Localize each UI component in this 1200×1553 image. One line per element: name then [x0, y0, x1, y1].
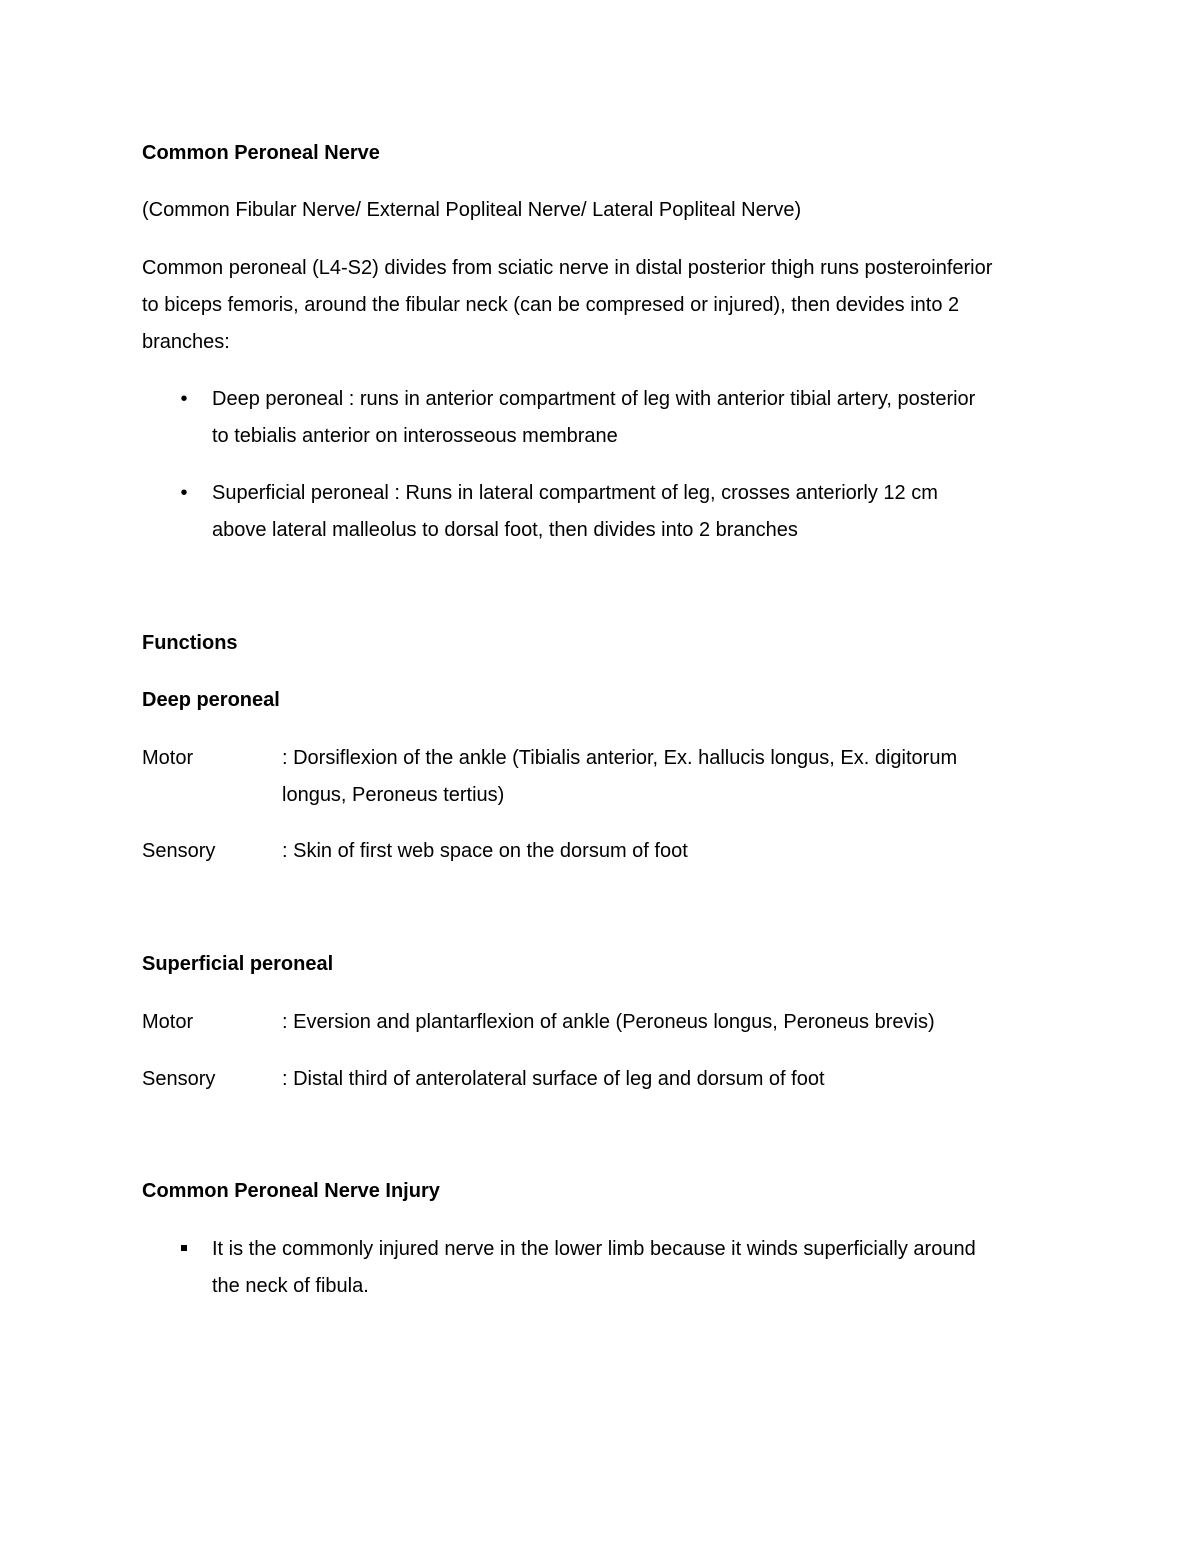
motor-value-line: longus, Peroneus tertius): [282, 784, 505, 806]
motor-value: : Eversion and plantarflexion of ankle (Peroneus longus, Peroneus brevis): [282, 1011, 935, 1033]
bullet-icon: •: [180, 388, 188, 410]
intro-line: Common peroneal (L4-S2) divides from sciatic nerve in distal posterior thigh runs posteroinferior: [142, 257, 993, 279]
intro-line: to biceps femoris, around the fibular neck (can be compresed or injured), then devides into 2: [142, 294, 960, 316]
sensory-value: : Skin of first web space on the dorsum of foot: [282, 840, 688, 862]
sensory-label: Sensory: [142, 1068, 216, 1090]
square-bullet-icon: [178, 1231, 190, 1268]
branch-line: to tebialis anterior on interosseous membrane: [212, 425, 618, 447]
branch-line: Superficial peroneal : Runs in lateral compartment of leg, crosses anteriorly 12 cm: [212, 482, 938, 504]
motor-label: Motor: [142, 747, 194, 769]
superficial-peroneal-heading: Superficial peroneal: [142, 953, 334, 975]
injury-line: It is the commonly injured nerve in the lower limb because it winds superficially around: [212, 1238, 976, 1260]
branch-line: Deep peroneal : runs in anterior compartment of leg with anterior tibial artery, posterior: [212, 388, 976, 410]
motor-label: Motor: [142, 1011, 194, 1033]
intro-paragraph: [142, 250, 1062, 361]
sensory-label: Sensory: [142, 840, 216, 862]
intro-line: branches:: [142, 331, 230, 353]
branch-line: above lateral malleolus to dorsal foot, then divides into 2 branches: [212, 519, 798, 541]
bullet-icon: •: [180, 482, 188, 504]
deep-peroneal-heading: Deep peroneal: [142, 689, 280, 711]
motor-value-line: : Dorsiflexion of the ankle (Tibialis anterior, Ex. hallucis longus, Ex. digitorum: [282, 747, 958, 769]
injury-line: the neck of fibula.: [212, 1275, 369, 1297]
nerve-aliases: (Common Fibular Nerve/ External Popliteal Nerve/ Lateral Popliteal Nerve): [142, 199, 802, 221]
sensory-value: : Distal third of anterolateral surface of leg and dorsum of foot: [282, 1068, 825, 1090]
document-title: Common Peroneal Nerve: [142, 142, 380, 164]
functions-heading: Functions: [142, 632, 238, 654]
injury-heading: Common Peroneal Nerve Injury: [142, 1180, 440, 1202]
